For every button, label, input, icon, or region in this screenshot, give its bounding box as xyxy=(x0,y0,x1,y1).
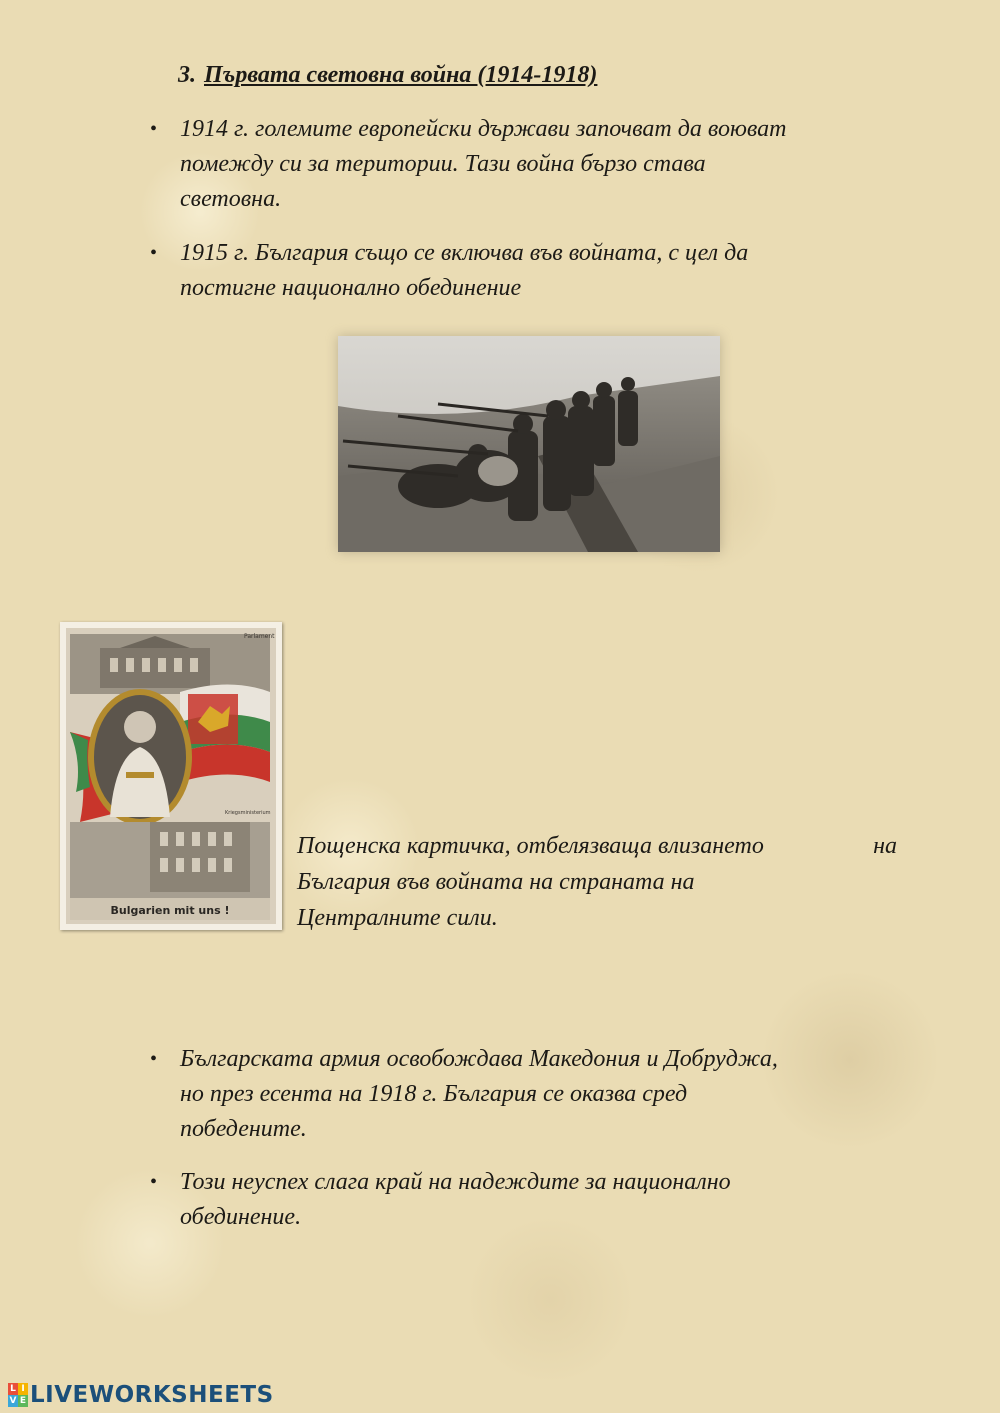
logo-tile: E xyxy=(19,1396,27,1406)
bullet-dot: • xyxy=(150,242,158,264)
bullet-line: световна. xyxy=(180,186,282,212)
section-title: Първата световна война (1914-1918) xyxy=(204,62,598,88)
postcard-top-label: Parlament xyxy=(244,633,275,640)
bullet-line: Този неуспех слага край на надеждите за национално xyxy=(180,1169,731,1195)
caption-line-1 xyxy=(297,828,897,864)
trench-photo-image xyxy=(338,336,720,552)
liveworksheets-logo[interactable] xyxy=(8,1380,274,1410)
bullet-dot: • xyxy=(150,1171,158,1193)
bullet-item-1914 xyxy=(150,112,900,217)
caption-line-3: Централните сили. xyxy=(297,905,498,931)
trench-photo xyxy=(338,336,720,552)
bullet-line: 1914 г. големите европейски държави започват да воюват xyxy=(180,116,787,142)
logo-brand-text: LIVEWORKSHEETS xyxy=(30,1382,274,1408)
logo-icon xyxy=(8,1383,28,1407)
bullet-line: обединение. xyxy=(180,1204,302,1230)
bullet-item-army xyxy=(150,1042,900,1147)
section-number: 3. xyxy=(178,62,196,88)
section-heading xyxy=(178,62,597,89)
caption-line-1-left: Пощенска картичка, отбелязваща влизането xyxy=(297,833,764,859)
bullet-item-failure xyxy=(150,1165,900,1235)
postcard-mid-label: Kriegsministerium xyxy=(225,810,271,816)
logo-tile: L xyxy=(8,1383,18,1395)
bullet-line: Българската армия освобождава Македония и Добруджа, xyxy=(180,1046,778,1072)
bullet-dot: • xyxy=(150,1048,158,1070)
postcard-caption: Bulgarien mit uns ! xyxy=(110,904,230,917)
bullet-line: победените. xyxy=(180,1116,307,1142)
bullet-line: постигне национално обединение xyxy=(180,275,522,301)
bullet-item-1915 xyxy=(150,236,900,306)
postcard-description xyxy=(297,828,897,936)
postcard-illustration xyxy=(60,622,282,930)
bullet-line: помежду си за територии. Тази война бързо става xyxy=(180,151,706,177)
caption-line-2: България във войната на страната на xyxy=(297,869,695,895)
bullet-dot: • xyxy=(150,118,158,140)
bullet-line: но през есента на 1918 г. България се оказва сред xyxy=(180,1081,688,1107)
bullet-line: 1915 г. България също се включва във войната, с цел да xyxy=(180,240,749,266)
logo-tile: I xyxy=(18,1383,28,1395)
caption-line-1-right: на xyxy=(873,833,897,859)
logo-tile: V xyxy=(9,1396,17,1406)
postcard-image xyxy=(60,622,282,930)
